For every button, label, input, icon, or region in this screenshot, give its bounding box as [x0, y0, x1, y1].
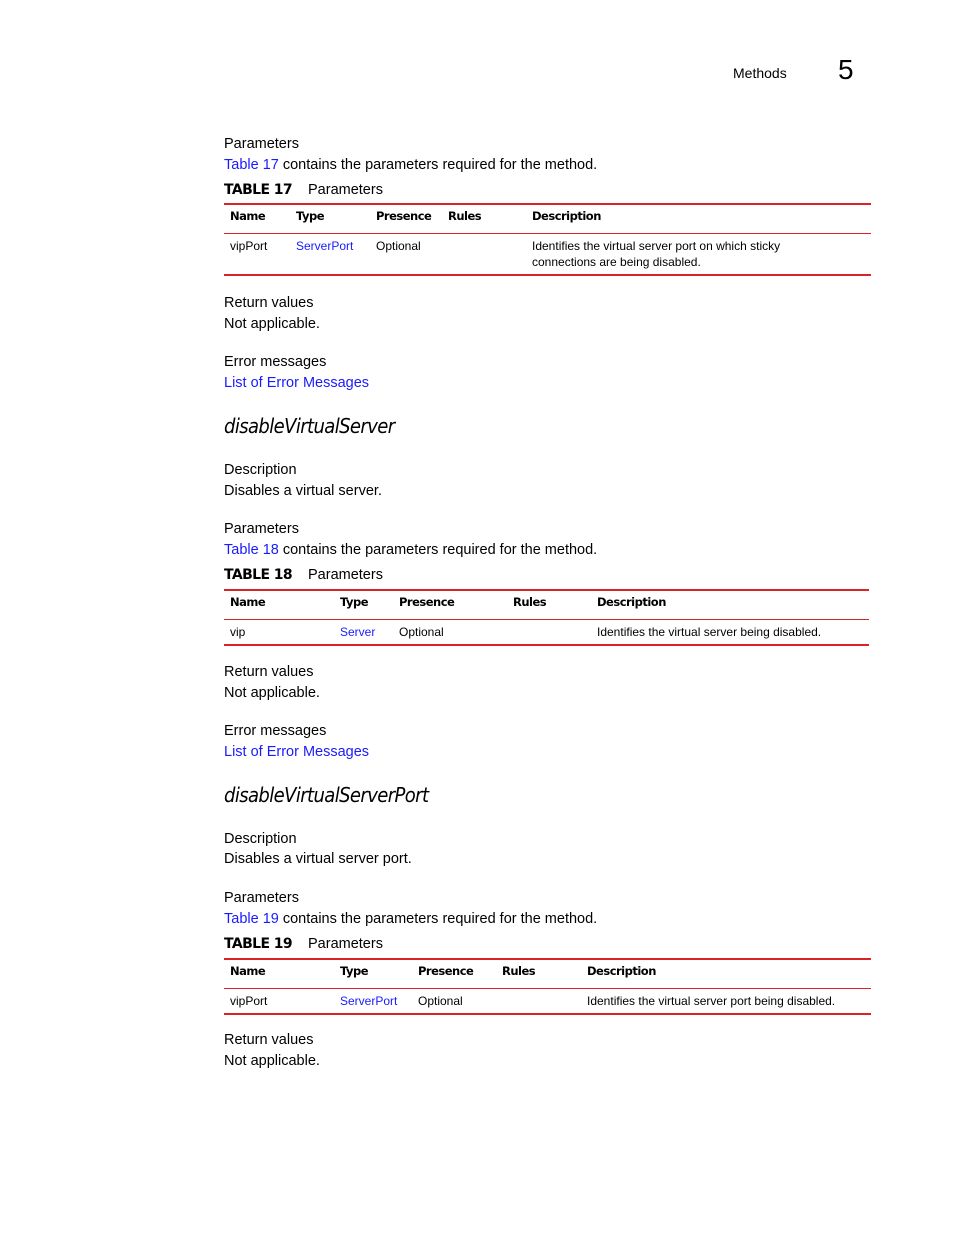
cell-description: Identifies the virtual server port on which sticky connections are being disabled.	[526, 234, 871, 275]
table-row	[224, 989, 871, 1014]
cell-presence: Optional	[370, 234, 442, 275]
table-caption-text: Parameters	[308, 567, 383, 583]
type-link[interactable]: ServerPort	[340, 994, 398, 1008]
description-text: Disables a virtual server.	[224, 483, 382, 499]
error-messages-body	[224, 375, 369, 391]
return-values-heading: Return values	[224, 1032, 314, 1048]
col-rules-header: Rules	[442, 204, 526, 234]
parameters-intro-text: contains the parameters required for the method.	[278, 542, 598, 558]
return-values-text: Not applicable.	[224, 1053, 320, 1069]
cell-type	[334, 620, 393, 645]
parameters-intro	[224, 157, 597, 173]
col-presence-header: Presence	[412, 959, 496, 989]
cell-rules	[507, 620, 591, 645]
table-caption-text: Parameters	[308, 936, 383, 952]
col-description-header: Description	[591, 590, 869, 620]
cell-name: vipPort	[224, 989, 334, 1014]
type-link[interactable]: Server	[340, 625, 376, 639]
cell-rules	[496, 989, 581, 1014]
cell-name: vip	[224, 620, 334, 645]
col-type-header: Type	[290, 204, 370, 234]
table-17-link[interactable]: Table 17	[224, 157, 279, 173]
table-17-caption	[224, 182, 383, 198]
table-row	[224, 620, 869, 645]
type-link[interactable]: ServerPort	[296, 239, 354, 253]
parameters-heading: Parameters	[224, 521, 299, 537]
cell-presence: Optional	[412, 989, 496, 1014]
error-messages-link[interactable]: List of Error Messages	[224, 744, 370, 760]
description-text: Disables a virtual server port.	[224, 851, 412, 867]
table-header-row	[224, 590, 869, 620]
table-18	[224, 589, 869, 646]
cell-type	[290, 234, 370, 275]
table-header-row	[224, 204, 871, 234]
error-messages-heading: Error messages	[224, 354, 327, 370]
table-18-link[interactable]: Table 18	[224, 542, 279, 558]
method-title: disableVirtualServer	[224, 414, 395, 438]
col-type-header: Type	[334, 959, 412, 989]
parameters-intro-text: contains the parameters required for the method.	[278, 157, 598, 173]
cell-rules	[442, 234, 526, 275]
cell-type	[334, 989, 412, 1014]
description-heading: Description	[224, 831, 297, 847]
parameters-intro	[224, 911, 597, 927]
error-messages-heading: Error messages	[224, 723, 327, 739]
return-values-heading: Return values	[224, 664, 314, 680]
table-row	[224, 234, 871, 275]
table-18-caption	[224, 567, 383, 583]
cell-description: Identifies the virtual server being disabled.	[591, 620, 869, 645]
method-title: disableVirtualServerPort	[224, 783, 429, 807]
table-17	[224, 203, 871, 276]
col-presence-header: Presence	[393, 590, 507, 620]
col-description-header: Description	[526, 204, 871, 234]
return-values-text: Not applicable.	[224, 685, 320, 701]
description-heading: Description	[224, 462, 297, 478]
return-values-heading: Return values	[224, 295, 314, 311]
cell-name: vipPort	[224, 234, 290, 275]
cell-description: Identifies the virtual server port being disabled.	[581, 989, 871, 1014]
col-rules-header: Rules	[496, 959, 581, 989]
col-name-header: Name	[224, 204, 290, 234]
col-name-header: Name	[224, 959, 334, 989]
chapter-number: 5	[838, 54, 854, 85]
col-description-header: Description	[581, 959, 871, 989]
running-header-section: Methods	[733, 65, 787, 81]
table-19	[224, 958, 871, 1015]
table-label: TABLE 17	[224, 182, 293, 198]
col-presence-header: Presence	[370, 204, 442, 234]
table-label: TABLE 18	[224, 567, 293, 583]
table-header-row	[224, 959, 871, 989]
parameters-heading: Parameters	[224, 136, 299, 152]
col-type-header: Type	[334, 590, 393, 620]
cell-presence: Optional	[393, 620, 507, 645]
table-caption-text: Parameters	[308, 182, 383, 198]
col-rules-header: Rules	[507, 590, 591, 620]
error-messages-body	[224, 744, 369, 760]
table-19-caption	[224, 936, 383, 952]
table-label: TABLE 19	[224, 936, 293, 952]
return-values-text: Not applicable.	[224, 316, 320, 332]
col-name-header: Name	[224, 590, 334, 620]
parameters-heading: Parameters	[224, 890, 299, 906]
parameters-intro-text: contains the parameters required for the method.	[278, 911, 598, 927]
error-messages-link[interactable]: List of Error Messages	[224, 375, 370, 391]
parameters-intro	[224, 542, 597, 558]
table-19-link[interactable]: Table 19	[224, 911, 279, 927]
